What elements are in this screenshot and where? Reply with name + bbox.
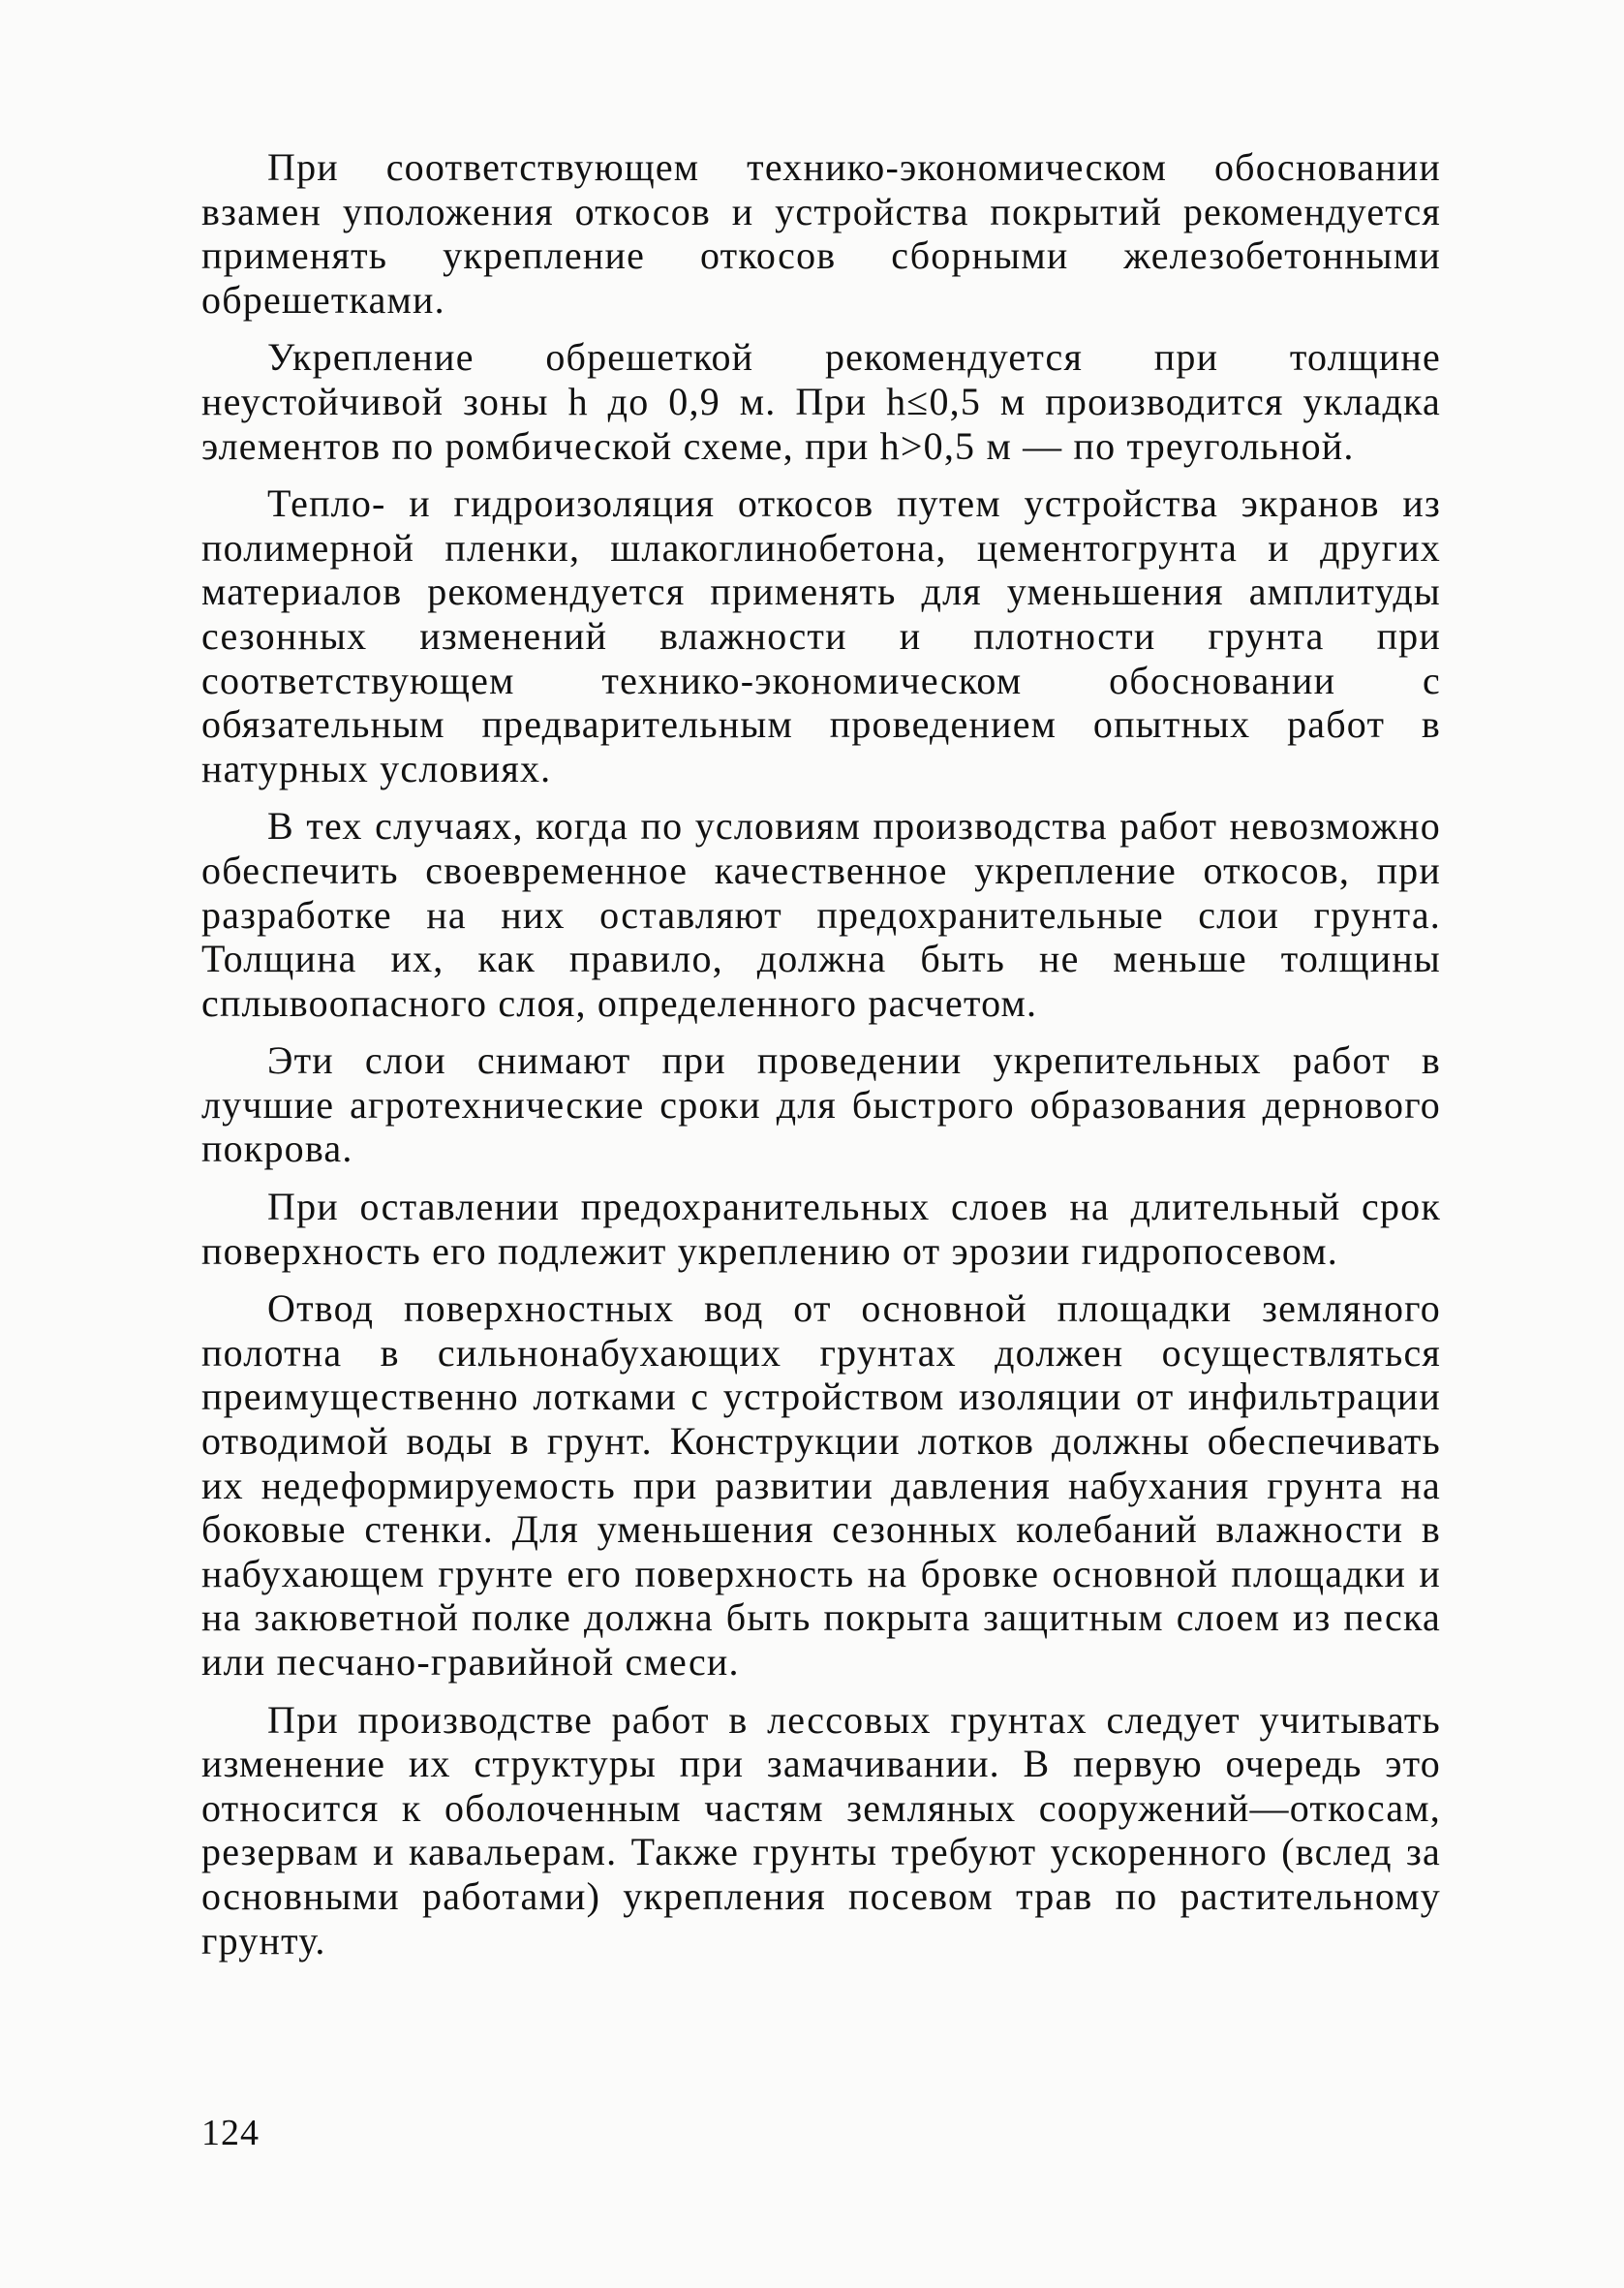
paragraph-1: При соответствующем технико-экономическом обосновании взамен уположения откосов и устройства покрытий рекомендуется применять укрепление откосов сборными железобетонными обрешетками.	[201, 145, 1441, 322]
paragraph-6: При оставлении предохранительных слоев на длительный срок поверхность его подлежит укреплению от эрозии гидропосевом.	[201, 1185, 1441, 1273]
paragraph-4: В тех случаях, когда по условиям производства работ невозможно обеспечить своевременное качественное укрепление откосов, при разработке на них оставляют предохранительные слои грунта. Толщина их, как правило, должна быть не меньше толщины сплывоопасного слоя, определенного расчетом.	[201, 804, 1441, 1025]
paragraph-7: Отвод поверхностных вод от основной площадки земляного полотна в сильнонабухающих грунтах должен осуществляться преимущественно лотками с устройством изоляции от инфильтрации отводимой воды в грунт. Конструкции лотков должны обеспечивать их недеформируемость при развитии давления набухания грунта на боковые стенки. Для уменьшения сезонных колебаний влажности в набухающем грунте его поверхность на бровке основной площадки и на закюветной полке должна быть покрыта защитным слоем из песка или песчано-гравийной смеси.	[201, 1286, 1441, 1684]
paragraph-5: Эти слои снимают при проведении укрепительных работ в лучшие агротехнические сроки для быстрого образования дернового покрова.	[201, 1038, 1441, 1171]
paragraph-3: Тепло- и гидроизоляция откосов путем устройства экранов из полимерной пленки, шлакоглинобетона, цементогрунта и других материалов рекомендуется применять для уменьшения амплитуды сезонных изменений влажности и плотности грунта при соответствующем технико-экономическом обосновании с обязательным предварительным проведением опытных работ в натурных условиях.	[201, 481, 1441, 790]
page-number: 124	[201, 2113, 260, 2153]
paragraph-2: Укрепление обрешеткой рекомендуется при толщине неустойчивой зоны h до 0,9 м. При h≤0,5 м производится укладка элементов по ромбической схеме, при h>0,5 м — по треугольной.	[201, 335, 1441, 468]
body-text	[201, 145, 1441, 1976]
paragraph-8: При производстве работ в лессовых грунтах следует учитывать изменение их структуры при замачивании. В первую очередь это относится к оболоченным частям земляных сооружений—откосам, резервам и кавальерам. Также грунты требуют ускоренного (вслед за основными работами) укрепления посевом трав по растительному грунту.	[201, 1697, 1441, 1963]
